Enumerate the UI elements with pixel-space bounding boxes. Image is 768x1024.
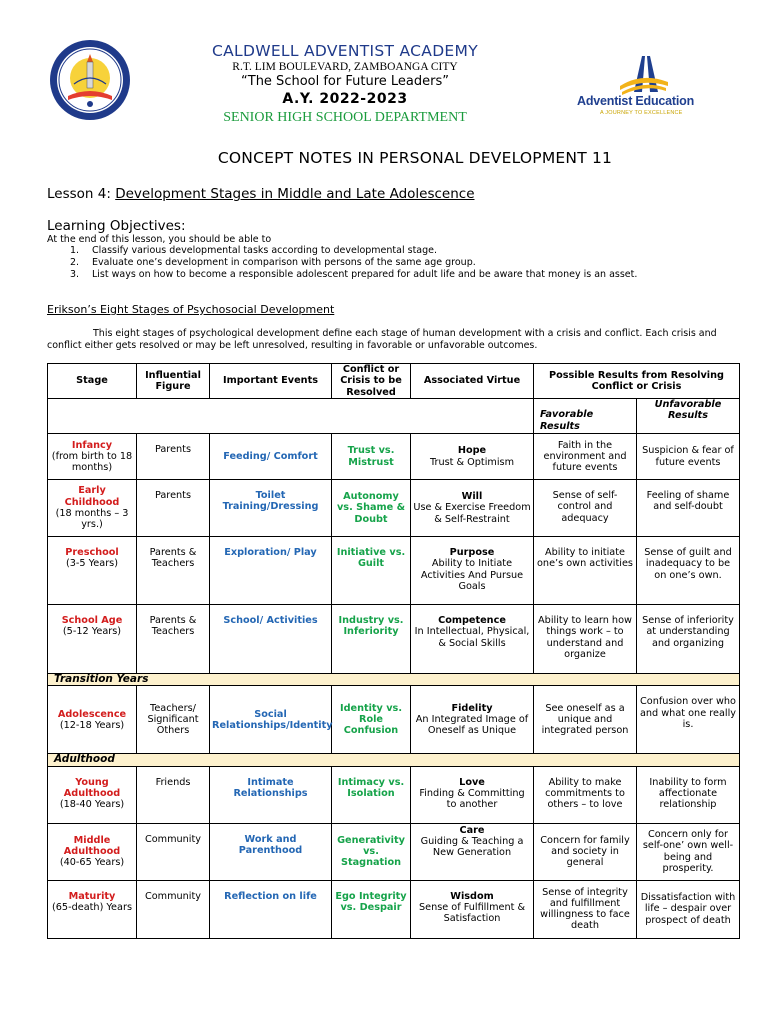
school-motto: “The School for Future Leaders” (241, 74, 449, 89)
stage-name: Middle Adulthood (63, 834, 121, 857)
header-virtue: Associated Virtue (411, 364, 534, 399)
stage-age: (18 months – 3 yrs.) (55, 508, 129, 531)
table-row (48, 480, 740, 537)
important-events: Reflection on life (210, 880, 332, 938)
virtue-desc: An Integrated Image of Oneself as Unique (415, 714, 529, 737)
objective-item: 3. List ways on how to become a responsible adolescent prepared for adult life and be aware that money is an asset. (70, 269, 638, 280)
academic-year: A.Y. 2022-2023 (282, 91, 408, 107)
unfavorable-result: Sense of inferiority at understanding and organizing (637, 605, 740, 674)
unfavorable-result: Concern only for self-one’ own well-being and prosperity. (637, 823, 740, 880)
stage-age: (5-12 Years) (62, 626, 122, 638)
virtue-name: Love (459, 776, 485, 788)
crisis: Generativity vs. Stagnation (332, 823, 411, 880)
stage-name: Infancy (71, 439, 113, 451)
header-results: Possible Results from Resolving Conflict or Crisis (534, 364, 740, 399)
stage-age: (65-death) Years (51, 901, 132, 913)
objective-item: 1. Classify various developmental tasks according to developmental stage. (70, 245, 438, 256)
table-row (48, 880, 740, 938)
subheader-blank (48, 399, 534, 434)
table-row (48, 605, 740, 674)
table-row (48, 434, 740, 480)
virtue-name: Hope (457, 445, 487, 457)
virtue-name: Fidelity (451, 702, 493, 714)
header-crisis: Conflict or Crisis to be Resolved (332, 364, 411, 399)
stage-name: Adolescence (57, 708, 127, 720)
virtue-desc: In Intellectual, Physical, & Social Skills (414, 626, 530, 649)
influential-figure: Friends (137, 766, 210, 823)
school-seal-icon (48, 38, 132, 122)
virtue-name: Purpose (449, 547, 495, 558)
unfavorable-result: Inability to form affectionate relationship (637, 766, 740, 823)
lesson-prefix: Lesson 4: (47, 186, 116, 202)
important-events: Toilet Training/Dressing (210, 480, 332, 537)
influential-figure: Community (137, 880, 210, 938)
school-name: CALDWELL ADVENTIST ACADEMY (212, 42, 478, 60)
virtue-name: Will (461, 491, 483, 503)
stage-age: (18-40 Years) (59, 799, 125, 811)
table-row (48, 537, 740, 605)
virtue-desc: Sense of Fulfillment & Satisfaction (418, 901, 526, 925)
influential-figure: Parents (137, 434, 210, 480)
stage-age: (3-5 Years) (65, 558, 119, 570)
logo-name: Adventist Education (577, 94, 695, 108)
influential-figure: Teachers/ Significant Others (137, 686, 210, 754)
objectives-heading: Learning Objectives: (47, 218, 186, 234)
favorable-result: Ability to initiate one’s own activities (534, 537, 637, 605)
important-events: Work and Parenthood (210, 823, 332, 880)
influential-figure: Community (137, 823, 210, 880)
stage-name: School Age (61, 615, 123, 626)
influential-figure: Parents & Teachers (137, 605, 210, 674)
stage-name: Young Adulthood (63, 776, 121, 799)
header-favorable: Favorable Results (534, 399, 637, 434)
stage-name: Early Childhood (64, 485, 120, 508)
department-name: SENIOR HIGH SCHOOL DEPARTMENT (223, 110, 467, 125)
virtue-name: Wisdom (450, 890, 494, 902)
crisis: Identity vs. Role Confusion (332, 686, 411, 754)
unfavorable-result: Feeling of shame and self-doubt (637, 480, 740, 537)
influential-figure: Parents (137, 480, 210, 537)
school-address: R.T. LIM BOULEVARD, ZAMBOANGA CITY (232, 61, 458, 73)
lesson-heading (47, 186, 475, 202)
unfavorable-result: Dissatisfaction with life – despair over prospect of death (637, 880, 740, 938)
table-row (48, 823, 740, 880)
influential-figure: Parents & Teachers (137, 537, 210, 605)
important-events: Social Relationships/Identity (210, 686, 332, 754)
favorable-result: Concern for family and society in general (534, 823, 637, 880)
favorable-result: See oneself as a unique and integrated person (534, 686, 637, 754)
stage-name: Maturity (68, 890, 116, 902)
unfavorable-result: Sense of guilt and inadequacy to be on one’s own. (637, 537, 740, 605)
section-row (48, 674, 740, 686)
school-header (140, 42, 550, 126)
important-events: School/ Activities (210, 605, 332, 674)
stage-name: Preschool (65, 547, 119, 558)
section-row (48, 754, 740, 766)
unfavorable-result: Confusion over who and what one really is. (637, 686, 740, 754)
favorable-result: Ability to learn how things work – to understand and organize (534, 605, 637, 674)
important-events: Intimate Relationships (210, 766, 332, 823)
virtue-desc: Finding & Committing to another (419, 787, 525, 811)
table-row (48, 766, 740, 823)
favorable-result: Sense of self-control and adequacy (534, 480, 637, 537)
table-header-row (48, 364, 740, 399)
erikson-heading: Erikson’s Eight Stages of Psychosocial Development (47, 303, 335, 316)
section-transition-years: Transition Years (48, 674, 740, 686)
table-subheader-row (48, 399, 740, 434)
important-events: Feeding/ Comfort (210, 434, 332, 480)
virtue-name: Competence (438, 615, 506, 626)
virtue-desc: Ability to Initiate Activities And Pursue Goals (420, 558, 524, 592)
stage-age: (40-65 Years) (59, 857, 125, 869)
stage-age: (from birth to 18 months) (51, 450, 133, 474)
favorable-result: Faith in the environment and future events (534, 434, 637, 480)
header-stage: Stage (48, 364, 137, 399)
crisis: Industry vs. Inferiority (332, 605, 411, 674)
header-unfavorable: Unfavorable Results (637, 399, 740, 434)
important-events: Exploration/ Play (210, 537, 332, 605)
objective-item: 2. Evaluate one’s development in comparison with persons of the same age group. (70, 257, 476, 268)
document-title: CONCEPT NOTES IN PERSONAL DEVELOPMENT 11 (217, 149, 613, 167)
virtue-desc: Use & Exercise Freedom & Self-Restraint (413, 502, 531, 525)
erikson-stages-table (47, 363, 740, 939)
crisis: Ego Integrity vs. Despair (332, 880, 411, 938)
intro-paragraph: This eight stages of psychological development define each stage of human development with a crisis and conflict. Each crisis and conflict either gets resolved or may be left unresolved, resulting in favorable or unfavorable outcomes. (47, 328, 717, 351)
virtue-desc: Guiding & Teaching a New Generation (420, 835, 524, 859)
header-figure: Influential Figure (137, 364, 210, 399)
crisis: Initiative vs. Guilt (332, 537, 411, 605)
stage-age: (12-18 Years) (59, 719, 125, 731)
favorable-result: Sense of integrity and fulfillment willingness to face death (534, 880, 637, 938)
crisis: Trust vs. Mistrust (332, 434, 411, 480)
virtue-name: Care (459, 824, 485, 836)
favorable-result: Ability to make commitments to others – to love (534, 766, 637, 823)
objectives-list (70, 245, 637, 281)
lesson-title: Development Stages in Middle and Late Adolescence (115, 186, 475, 202)
section-adulthood: Adulthood (48, 754, 740, 766)
crisis: Autonomy vs. Shame & Doubt (332, 480, 411, 537)
objectives-intro: At the end of this lesson, you should be able to (47, 234, 272, 245)
header-events: Important Events (210, 364, 332, 399)
table-row (48, 686, 740, 754)
logo-tagline: A JOURNEY TO EXCELLENCE (600, 110, 683, 116)
virtue-desc: Trust & Optimism (429, 456, 515, 468)
unfavorable-result: Suspicion & fear of future events (637, 434, 740, 480)
crisis: Intimacy vs. Isolation (332, 766, 411, 823)
